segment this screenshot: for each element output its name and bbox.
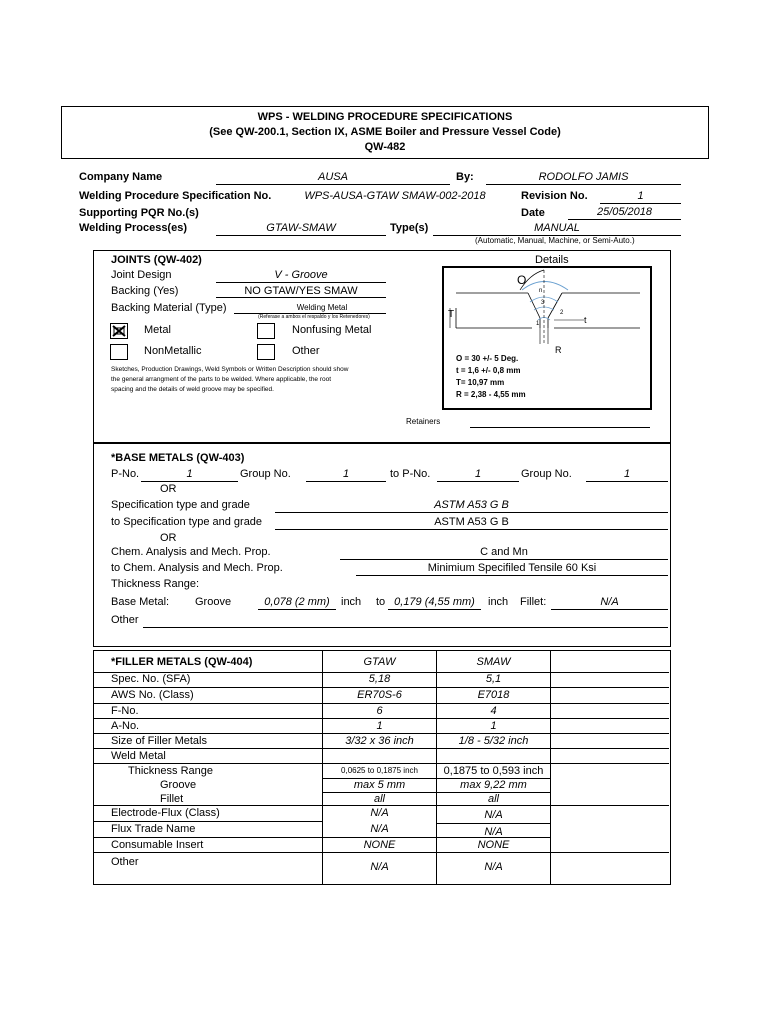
group-underline — [306, 481, 386, 482]
retainers-underline — [470, 427, 650, 428]
backing-value: NO GTAW/YES SMAW — [244, 285, 358, 297]
electrode-smaw: N/A — [484, 809, 503, 821]
backing-material-value: Welding Metal — [296, 303, 348, 312]
chem-value: C and Mn — [480, 546, 528, 558]
insert-gtaw: NONE — [363, 839, 396, 851]
thickness-gtaw: 0,0625 to 0,1875 inch — [341, 766, 418, 775]
pno-label: P-No. — [111, 468, 140, 480]
electrode-gtaw: N/A — [370, 807, 389, 819]
by-underline — [486, 184, 681, 185]
chem-underline — [340, 559, 668, 560]
type-value: MANUAL — [534, 222, 580, 234]
details-label: Details — [535, 254, 569, 266]
base-metals-title: *BASE METALS (QW-403) — [111, 452, 245, 464]
fillet-gtaw: all — [373, 793, 385, 805]
groove-to-value: 0,179 (4,55 mm) — [394, 596, 475, 608]
spec-sfa-smaw: 5,1 — [485, 673, 502, 685]
or-label-1: OR — [160, 483, 177, 495]
spec-sfa-label: Spec. No. (SFA) — [111, 673, 191, 685]
metal-checkbox[interactable] — [110, 323, 128, 339]
to-pno-label: to P-No. — [390, 468, 431, 480]
to-spec-value: ASTM A53 G B — [434, 516, 509, 528]
joint-detail-diagram — [442, 266, 652, 410]
type-label: Type(s) — [390, 222, 429, 234]
backing-note: (Referase a ambos el respaldo y los Retenedores) — [258, 314, 370, 320]
date-value: 25/05/2018 — [596, 206, 653, 218]
row-line — [93, 733, 669, 734]
col-divider-3 — [550, 650, 551, 884]
flux-label: Flux Trade Name — [111, 823, 196, 835]
spec-underline — [275, 512, 668, 513]
detail-note-3: T= 10,97 mm — [456, 378, 505, 387]
spec-value: ASTM A53 G B — [434, 499, 509, 511]
checkmark-icon — [111, 324, 127, 338]
f-no-gtaw: 6 — [376, 705, 383, 717]
angle-label: O — [517, 273, 527, 287]
process-value: GTAW-SMAW — [266, 222, 336, 234]
backing-underline — [216, 297, 386, 298]
type-note: (Automatic, Manual, Machine, or Semi-Auto.) — [475, 236, 635, 245]
pass-3-label: 3 — [541, 300, 545, 306]
company-value: AUSA — [318, 171, 348, 183]
other-filler-label: Other — [111, 856, 139, 868]
inch-label-1: inch — [341, 596, 362, 608]
f-no-smaw: 4 — [490, 705, 497, 717]
weld-metal-label: Weld Metal — [111, 750, 166, 762]
group2-underline — [586, 481, 668, 482]
pno-value: 1 — [186, 468, 193, 480]
backing-label: Backing (Yes) — [111, 285, 179, 297]
groove-from-underline — [258, 609, 336, 610]
to-pno-value: 1 — [474, 468, 482, 480]
insert-label: Consumable Insert — [111, 839, 204, 851]
date-underline — [568, 219, 681, 220]
or-label-2: OR — [160, 532, 177, 544]
wps-value: WPS-AUSA-GTAW SMAW-002-2018 — [304, 190, 486, 202]
fillet-value: N/A — [600, 596, 619, 608]
retainers-label: Retainers — [406, 417, 441, 426]
row-line — [93, 718, 669, 719]
sketch-note: Sketches, Production Drawings, Weld Symbols or Written Description should show the general arrangment of the parts to be welded. Where applicable, the root spacing and the details of weld groove may be specified. — [111, 366, 349, 393]
a-no-label: A-No. — [111, 720, 140, 732]
inch-label-2: inch — [488, 596, 509, 608]
groove-from-value: 0,078 (2 mm) — [264, 596, 330, 608]
nonmetallic-checkbox[interactable] — [110, 344, 128, 360]
group-value: 1 — [342, 468, 350, 480]
detail-note-4: R = 2,38 - 4,55 mm — [456, 390, 526, 399]
groove-filler-label: Groove — [160, 779, 197, 791]
thickness-big-label: T — [448, 309, 455, 320]
a-no-gtaw: 1 — [376, 720, 383, 732]
joint-design-label: Joint Design — [111, 269, 172, 281]
row-line — [93, 763, 669, 764]
group2-label: Group No. — [521, 468, 572, 480]
gtaw-header: GTAW — [363, 656, 396, 668]
company-underline — [216, 184, 450, 185]
flux-smaw: N/A — [484, 826, 503, 838]
smaw-header: SMAW — [476, 656, 511, 668]
spec-label: Specification type and grade — [111, 499, 250, 511]
detail-note-1: O = 30 +/- 5 Deg. — [456, 354, 519, 363]
to-label: to — [376, 596, 386, 608]
fillet-smaw: all — [487, 793, 499, 805]
spec-sfa-gtaw: 5,18 — [368, 673, 391, 685]
document-header — [61, 106, 709, 159]
process-underline — [216, 235, 386, 236]
revision-label: Revision No. — [521, 190, 588, 202]
pqr-label: Supporting PQR No.(s) — [79, 207, 199, 219]
row-line — [93, 748, 669, 749]
header-title: WPS - WELDING PROCEDURE SPECIFICATIONS — [257, 111, 513, 123]
row-line — [93, 805, 669, 806]
wps-label: Welding Procedure Specification No. — [79, 190, 272, 202]
thickness-smaw: 0,1875 to 0,593 inch — [443, 765, 544, 777]
revision-underline — [600, 203, 681, 204]
electrode-label: Electrode-Flux (Class) — [111, 807, 220, 819]
aws-no-gtaw: ER70S-6 — [357, 689, 402, 701]
other-label: Other — [292, 345, 320, 357]
nonfusing-label: Nonfusing Metal — [292, 324, 372, 336]
other-checkbox[interactable] — [257, 344, 275, 360]
fillet-label: Fillet: — [520, 596, 547, 608]
flux-gtaw: N/A — [370, 823, 389, 835]
chem-label: Chem. Analysis and Mech. Prop. — [111, 546, 271, 558]
thickness-small-label: t — [584, 315, 587, 325]
to-chem-label: to Chem. Analysis and Mech. Prop. — [111, 562, 283, 574]
row-line — [437, 823, 550, 824]
nonmetallic-label: NonMetallic — [144, 345, 202, 357]
other-base-label: Other — [111, 614, 139, 626]
header-code: QW-482 — [364, 141, 406, 153]
groove-smaw: max 9,22 mm — [460, 779, 527, 791]
to-chem-underline — [356, 575, 668, 576]
company-label: Company Name — [79, 171, 163, 183]
pass-2-label: 2 — [560, 310, 564, 316]
a-no-smaw: 1 — [490, 720, 497, 732]
row-line — [93, 687, 669, 688]
backing-material-label: Backing Material (Type) — [111, 302, 227, 314]
f-no-label: F-No. — [111, 705, 139, 717]
joint-design-value: V - Groove — [274, 269, 328, 281]
to-spec-underline — [275, 529, 668, 530]
by-label: By: — [456, 171, 474, 183]
row-line — [93, 852, 669, 853]
fillet-filler-label: Fillet — [160, 793, 184, 805]
groove-label: Groove — [195, 596, 232, 608]
header-subtitle: (See QW-200.1, Section IX, ASME Boiler and Pressure Vessel Code) — [209, 126, 561, 138]
to-pno-underline — [437, 481, 519, 482]
joints-title: JOINTS (QW-402) — [111, 254, 202, 266]
metal-label: Metal — [144, 324, 171, 336]
to-chem-value: Minimium Specifiled Tensile 60 Ksi — [427, 562, 597, 574]
date-label: Date — [521, 207, 545, 219]
nonfusing-checkbox[interactable] — [257, 323, 275, 339]
row-line — [93, 821, 322, 822]
size-gtaw: 3/32 x 36 inch — [345, 735, 414, 747]
insert-smaw: NONE — [477, 839, 510, 851]
size-smaw: 1/8 - 5/32 inch — [458, 735, 529, 747]
pass-n-label: n — [539, 288, 543, 294]
group-label: Group No. — [240, 468, 291, 480]
by-value: RODOLFO JAMIS — [538, 171, 629, 183]
to-spec-label: to Specification type and grade — [111, 516, 263, 528]
other-gtaw: N/A — [370, 861, 389, 873]
groove-gtaw: max 5 mm — [353, 779, 406, 791]
thickness-range-label: Thickness Range: — [111, 578, 200, 590]
aws-no-smaw: E7018 — [477, 689, 510, 701]
pno-underline — [141, 481, 238, 482]
filler-metals-title: *FILLER METALS (QW-404) — [111, 656, 253, 668]
base-metal-label: Base Metal: — [111, 596, 170, 608]
root-label: R — [555, 345, 562, 355]
row-line — [93, 703, 669, 704]
other-base-underline — [143, 627, 668, 628]
aws-no-label: AWS No. (Class) — [111, 689, 194, 701]
groove-to-underline — [388, 609, 481, 610]
other-smaw: N/A — [484, 861, 503, 873]
detail-note-2: t = 1,6 +/- 0,8 mm — [456, 366, 521, 375]
pass-1-label: 1 — [536, 321, 540, 327]
process-label: Welding Process(es) — [79, 222, 187, 234]
revision-value: 1 — [637, 190, 644, 202]
size-label: Size of Filler Metals — [111, 735, 207, 747]
thickness-range-filler-label: Thickness Range — [128, 765, 213, 777]
row-line — [93, 837, 550, 838]
joint-design-underline — [216, 282, 386, 283]
group2-value: 1 — [623, 468, 631, 480]
fillet-underline — [551, 609, 668, 610]
